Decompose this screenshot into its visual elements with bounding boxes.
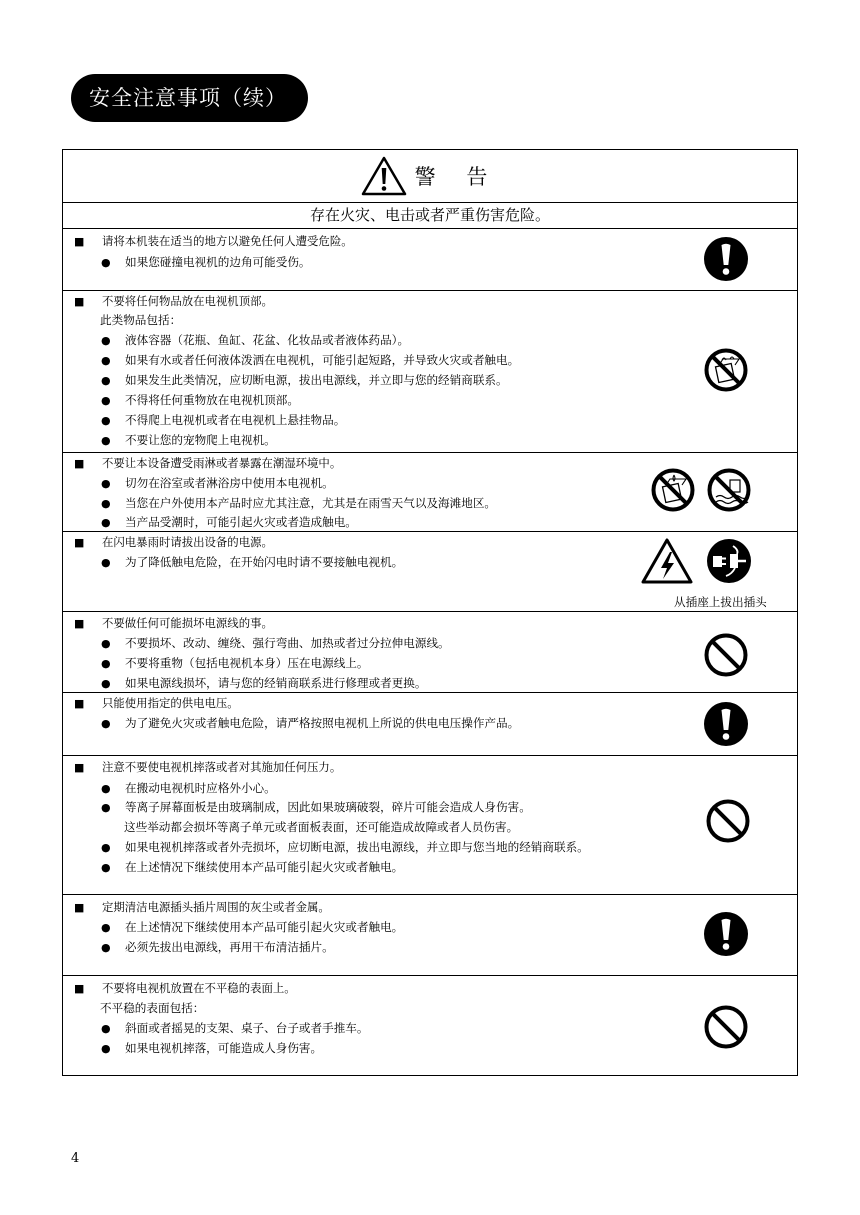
section-intro: 不平稳的表面包括： — [100, 1001, 205, 1015]
section-heading: ■ 不要将电视机放置在不平稳的表面上。 — [74, 980, 296, 997]
prohibited-icon — [703, 632, 749, 678]
mandatory-icon — [703, 911, 749, 957]
safety-section — [63, 291, 797, 453]
bullet-item: ● 为了避免火灾或者触电危险，请严格按照电视机上所说的供电电压操作产品。 — [101, 716, 520, 730]
warning-subtitle: 存在火灾、电击或者严重伤害危险。 — [63, 202, 797, 229]
bullet-item: ● 等离子屏幕面板是由玻璃制成，因此如果玻璃破裂，碎片可能会造成人身伤害。 — [101, 800, 531, 814]
bullet-dot: ● — [101, 516, 111, 529]
bullet-dot: ● — [101, 256, 111, 269]
bullet-item: ● 在上述情况下继续使用本产品可能引起火灾或者触电。 — [101, 920, 404, 934]
bullet-dot: ● — [101, 861, 111, 874]
no-liquids-icon — [650, 467, 696, 513]
bullet-dot: ● — [101, 637, 111, 650]
section-heading: ■ 在闪电暴雨时请拔出设备的电源。 — [74, 534, 273, 551]
bullet-dot: ● — [101, 414, 111, 427]
bullet-item: ● 如果您碰撞电视机的边角可能受伤。 — [101, 255, 311, 269]
bullet-item: ● 不得爬上电视机或者在电视机上悬挂物品。 — [101, 413, 346, 427]
warning-table — [62, 149, 798, 1076]
bullet-dot: ● — [101, 1042, 111, 1055]
safety-section — [63, 756, 797, 895]
electric-shock-warning-icon — [641, 538, 693, 584]
bullet-item: ● 为了降低触电危险，在开始闪电时请不要接触电视机。 — [101, 555, 404, 569]
bullet-item: ● 当您在户外使用本产品时应尤其注意，尤其是在雨雪天气以及海滩地区。 — [101, 496, 497, 510]
bullet-item: ● 如果发生此类情况，应切断电源，拔出电源线，并立即与您的经销商联系。 — [101, 373, 508, 387]
safety-section — [63, 693, 797, 756]
bullet-item: ● 不要将重物（包括电视机本身）压在电源线上。 — [101, 656, 369, 670]
section-heading: ■ 请将本机装在适当的地方以避免任何人遭受危险。 — [74, 233, 353, 250]
bullet-continuation: 这些举动都会损坏等离子单元或者面板表面，还可能造成故障或者人员伤害。 — [124, 820, 519, 834]
bullet-item: ● 在搬动电视机时应格外小心。 — [101, 781, 276, 795]
safety-section — [63, 532, 797, 612]
bullet-dot: ● — [101, 801, 111, 814]
bullet-dot: ● — [101, 497, 111, 510]
bullet-dot: ● — [101, 394, 111, 407]
bullet-dot: ● — [101, 921, 111, 934]
section-heading: ■ 注意不要使电视机摔落或者对其施加任何压力。 — [74, 759, 341, 776]
bullet-dot: ● — [101, 657, 111, 670]
bullet-item: ● 如果有水或者任何液体泼洒在电视机，可能引起短路，并导致火灾或者触电。 — [101, 353, 520, 367]
unplug-icon — [706, 538, 752, 584]
bullet-dot: ● — [101, 782, 111, 795]
section-heading: ■ 不要将任何物品放在电视机顶部。 — [74, 293, 273, 310]
bullet-dot: ● — [101, 477, 111, 490]
safety-section — [63, 976, 797, 1076]
section-heading: ■ 定期清洁电源插头插片周围的灰尘或者金属。 — [74, 899, 330, 916]
page-number: 4 — [71, 1151, 80, 1166]
bullet-dot: ● — [101, 1022, 111, 1035]
bullet-item: ● 在上述情况下继续使用本产品可能引起火灾或者触电。 — [101, 860, 404, 874]
safety-section — [63, 612, 797, 693]
bullet-dot: ● — [101, 841, 111, 854]
no-water-exposure-icon — [706, 467, 752, 513]
warning-label: 警 告 — [414, 165, 500, 189]
warning-triangle-icon — [361, 156, 407, 196]
section-heading: ■ 不要让本设备遭受雨淋或者暴露在潮湿环境中。 — [74, 455, 341, 472]
bullet-item: ● 斜面或者摇晃的支架、桌子、台子或者手推车。 — [101, 1021, 369, 1035]
bullet-item: ● 如果电视机摔落，可能造成人身伤害。 — [101, 1041, 323, 1055]
bullet-dot: ● — [101, 556, 111, 569]
bullet-dot: ● — [101, 677, 111, 690]
page-title: 安全注意事项（续） — [71, 74, 308, 122]
unplug-caption: 从插座上拔出插头 — [674, 595, 767, 609]
bullet-item: ● 当产品受潮时，可能引起火灾或者造成触电。 — [101, 515, 357, 529]
bullet-dot: ● — [101, 374, 111, 387]
bullet-dot: ● — [101, 334, 111, 347]
bullet-dot: ● — [101, 354, 111, 367]
warning-header — [63, 150, 797, 203]
safety-section — [63, 895, 797, 976]
safety-section — [63, 228, 797, 291]
bullet-item: ● 不要让您的宠物爬上电视机。 — [101, 433, 276, 447]
bullet-item: ● 如果电源线损坏，请与您的经销商联系进行修理或者更换。 — [101, 676, 427, 690]
bullet-dot: ● — [101, 434, 111, 447]
section-heading: ■ 不要做任何可能损坏电源线的事。 — [74, 615, 273, 632]
prohibited-icon — [705, 798, 751, 844]
bullet-item: ● 不得将任何重物放在电视机顶部。 — [101, 393, 299, 407]
bullet-item: ● 不要损坏、改动、缠绕、强行弯曲、加热或者过分拉伸电源线。 — [101, 636, 450, 650]
no-objects-on-top-icon — [703, 347, 749, 393]
bullet-dot: ● — [101, 717, 111, 730]
section-intro: 此类物品包括： — [100, 313, 182, 327]
mandatory-icon — [703, 236, 749, 282]
prohibited-icon — [703, 1004, 749, 1050]
mandatory-icon — [703, 701, 749, 747]
bullet-item: ● 如果电视机摔落或者外壳损坏，应切断电源，拔出电源线，并立即与您当地的经销商联系。 — [101, 840, 589, 854]
section-heading: ■ 只能使用指定的供电电压。 — [74, 695, 239, 712]
bullet-item: ● 必须先拔出电源线，再用干布清洁插片。 — [101, 940, 334, 954]
bullet-dot: ● — [101, 941, 111, 954]
safety-section — [63, 453, 797, 532]
bullet-item: ● 切勿在浴室或者淋浴房中使用本电视机。 — [101, 476, 334, 490]
bullet-item: ● 液体容器（花瓶、鱼缸、花盆、化妆品或者液体药品）。 — [101, 333, 410, 347]
